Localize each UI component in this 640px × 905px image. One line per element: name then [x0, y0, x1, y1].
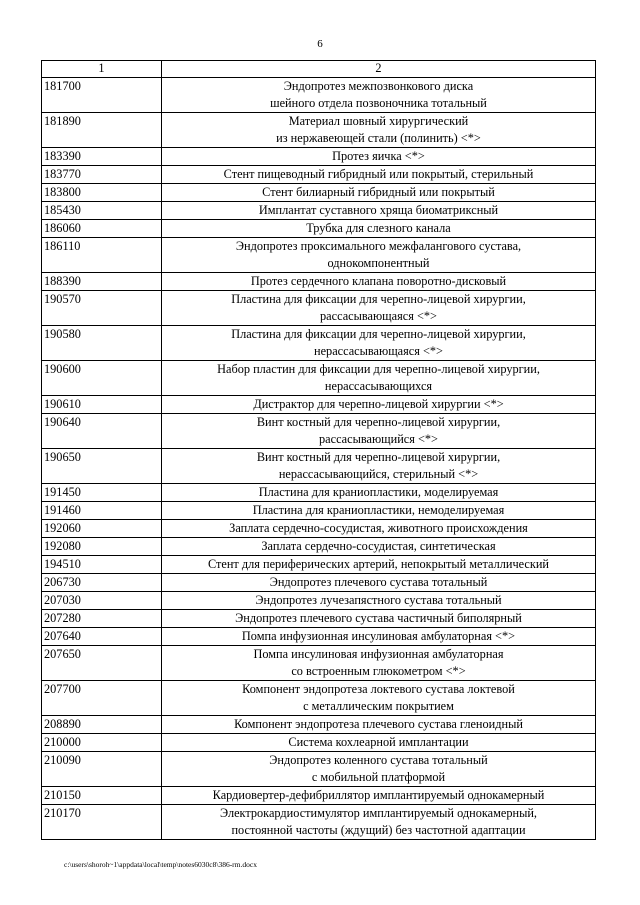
device-name-cell: [162, 396, 596, 414]
device-name-line: постоянной частоты (ждущий) без частотной адаптации: [231, 823, 526, 837]
device-name-cell: [162, 556, 596, 574]
device-name-cell: [162, 628, 596, 646]
table-row: [42, 78, 596, 113]
table-row: [42, 202, 596, 220]
table-row: [42, 273, 596, 291]
device-name-line: Эндопротез коленного сустава тотальный: [269, 753, 488, 767]
device-name-cell: [162, 484, 596, 502]
table-row: [42, 361, 596, 396]
device-name-line: шейного отдела позвоночника тотальный: [270, 96, 487, 110]
device-code-cell: 194510: [42, 556, 162, 574]
device-name-line: Винт костный для черепно-лицевой хирургии,: [256, 450, 501, 464]
device-name-line: Винт костный для черепно-лицевой хирургии,: [256, 415, 501, 429]
device-name-cell: [162, 273, 596, 291]
device-code-cell: 191460: [42, 502, 162, 520]
device-code-cell: 188390: [42, 273, 162, 291]
device-name-line: Стент билиарный гибридный или покрытый: [262, 185, 495, 199]
device-name-line: Дистрактор для черепно-лицевой хирургии <*>: [253, 397, 504, 411]
device-code-cell: 185430: [42, 202, 162, 220]
device-code-cell: 190610: [42, 396, 162, 414]
table-header-row: [42, 61, 596, 78]
device-name-line: Пластина для краниопластики, немоделируемая: [252, 503, 505, 517]
table-row: [42, 414, 596, 449]
device-code-table: [41, 60, 596, 840]
device-name-line: рассасывающаяся <*>: [320, 309, 437, 323]
device-name-line: Имплантат суставного хряща биоматриксный: [258, 203, 499, 217]
device-name-cell: [162, 220, 596, 238]
device-code-cell: 181890: [42, 113, 162, 148]
table-row: [42, 148, 596, 166]
device-code-cell: 207280: [42, 610, 162, 628]
device-name-cell: [162, 574, 596, 592]
table-row: [42, 484, 596, 502]
device-code-cell: 210090: [42, 752, 162, 787]
table-row: [42, 805, 596, 840]
table-row: [42, 574, 596, 592]
device-name-line: Заплата сердечно-сосудистая, животного происхождения: [229, 521, 528, 535]
device-name-line: рассасывающийся <*>: [319, 432, 438, 446]
device-code-cell: 183770: [42, 166, 162, 184]
device-name-cell: [162, 166, 596, 184]
device-code-cell: 210170: [42, 805, 162, 840]
table-row: [42, 520, 596, 538]
table-row: [42, 113, 596, 148]
device-name-line: нерассасывающийся, стерильный <*>: [278, 467, 479, 481]
device-name-line: Эндопротез плечевого сустава тотальный: [269, 575, 488, 589]
device-code-cell: 190580: [42, 326, 162, 361]
device-name-line: Трубка для слезного канала: [306, 221, 451, 235]
device-name-cell: [162, 520, 596, 538]
device-name-cell: [162, 752, 596, 787]
table-row: [42, 681, 596, 716]
device-code-cell: 186060: [42, 220, 162, 238]
device-name-line: нерассасывающихся: [324, 379, 433, 393]
table-row: [42, 538, 596, 556]
device-name-line: с мобильной платформой: [311, 770, 446, 784]
device-name-cell: [162, 78, 596, 113]
device-name-line: Эндопротез межпозвонкового диска: [283, 79, 474, 93]
device-name-cell: [162, 414, 596, 449]
device-code-cell: 190570: [42, 291, 162, 326]
table-row: [42, 646, 596, 681]
device-name-cell: [162, 610, 596, 628]
device-code-cell: 183390: [42, 148, 162, 166]
column-header-2: 2: [162, 61, 596, 78]
device-name-cell: [162, 538, 596, 556]
device-name-line: Электрокардиостимулятор имплантируемый однокамерный,: [220, 806, 537, 820]
device-code-cell: 207700: [42, 681, 162, 716]
table-row: [42, 592, 596, 610]
table-row: [42, 184, 596, 202]
table-row: [42, 238, 596, 273]
device-name-line: Эндопротез лучезапястного сустава тотальный: [255, 593, 502, 607]
device-name-cell: [162, 716, 596, 734]
device-name-line: из нержавеющей стали (полинить) <*>: [276, 131, 481, 145]
device-name-line: со встроенным глюкометром <*>: [291, 664, 466, 678]
device-name-cell: [162, 734, 596, 752]
table-row: [42, 628, 596, 646]
device-code-cell: 207650: [42, 646, 162, 681]
column-header-1: 1: [42, 61, 162, 78]
device-name-cell: [162, 805, 596, 840]
device-name-line: Пластина для фиксации для черепно-лицевой хирургии,: [231, 327, 526, 341]
device-name-cell: [162, 113, 596, 148]
device-name-cell: [162, 326, 596, 361]
device-name-cell: [162, 646, 596, 681]
table-row: [42, 752, 596, 787]
device-name-line: Пластина для краниопластики, моделируемая: [258, 485, 499, 499]
device-code-cell: 190600: [42, 361, 162, 396]
device-name-line: Стент пищеводный гибридный или покрытый, стерильный: [223, 167, 534, 181]
device-name-line: Заплата сердечно-сосудистая, синтетическая: [261, 539, 496, 553]
table-row: [42, 220, 596, 238]
device-name-line: Протез яичка <*>: [332, 149, 425, 163]
device-name-line: нерассасывающаяся <*>: [314, 344, 443, 358]
device-name-line: Кардиовертер-дефибриллятор имплантируемый однокамерный: [212, 788, 545, 802]
device-name-line: Компонент эндопротеза локтевого сустава локтевой: [242, 682, 515, 696]
table-row: [42, 716, 596, 734]
table-row: [42, 556, 596, 574]
device-name-line: Протез сердечного клапана поворотно-дисковый: [250, 274, 507, 288]
device-name-cell: [162, 238, 596, 273]
device-name-line: Эндопротез проксимального межфалангового сустава,: [235, 239, 522, 253]
device-name-cell: [162, 449, 596, 484]
device-name-cell: [162, 184, 596, 202]
device-name-line: Пластина для фиксации для черепно-лицевой хирургии,: [231, 292, 526, 306]
page-number: 6: [317, 38, 323, 50]
device-name-line: Материал шовный хирургический: [288, 114, 469, 128]
device-name-line: Стент для периферических артерий, непокрытый металлический: [207, 557, 550, 571]
table-row: [42, 326, 596, 361]
table-row: [42, 502, 596, 520]
table-row: [42, 291, 596, 326]
table-row: [42, 610, 596, 628]
table-row: [42, 166, 596, 184]
device-code-cell: 210000: [42, 734, 162, 752]
device-code-cell: 190640: [42, 414, 162, 449]
device-name-cell: [162, 681, 596, 716]
device-code-cell: 208890: [42, 716, 162, 734]
device-name-cell: [162, 361, 596, 396]
device-name-cell: [162, 502, 596, 520]
device-code-cell: 206730: [42, 574, 162, 592]
device-code-cell: 190650: [42, 449, 162, 484]
device-code-cell: 183800: [42, 184, 162, 202]
device-code-cell: 207030: [42, 592, 162, 610]
device-name-line: Помпа инсулиновая инфузионная амбулаторная: [253, 647, 504, 661]
table-row: [42, 734, 596, 752]
table-row: [42, 396, 596, 414]
device-name-line: Компонент эндопротеза плечевого сустава гленоидный: [234, 717, 523, 731]
device-code-cell: 186110: [42, 238, 162, 273]
table-body: [42, 78, 596, 840]
device-code-cell: 207640: [42, 628, 162, 646]
device-name-line: Набор пластин для фиксации для черепно-лицевой хирургии,: [217, 362, 540, 376]
device-name-line: Помпа инфузионная инсулиновая амбулаторная <*>: [241, 629, 516, 643]
footer-file-path: c:\users\shoroh~1\appdata\local\temp\notes6030c8\386-rm.docx: [64, 860, 257, 869]
device-name-cell: [162, 148, 596, 166]
device-code-cell: 191450: [42, 484, 162, 502]
device-code-cell: 192080: [42, 538, 162, 556]
device-name-line: Эндопротез плечевого сустава частичный биполярный: [235, 611, 522, 625]
device-code-cell: 192060: [42, 520, 162, 538]
device-name-line: Система кохлеарной имплантации: [288, 735, 469, 749]
table-row: [42, 449, 596, 484]
device-name-cell: [162, 592, 596, 610]
device-name-cell: [162, 291, 596, 326]
device-code-cell: 181700: [42, 78, 162, 113]
device-name-line: с металлическим покрытием: [303, 699, 454, 713]
device-name-cell: [162, 787, 596, 805]
table-row: [42, 787, 596, 805]
device-name-line: однокомпонентный: [327, 256, 430, 270]
device-name-cell: [162, 202, 596, 220]
device-code-cell: 210150: [42, 787, 162, 805]
